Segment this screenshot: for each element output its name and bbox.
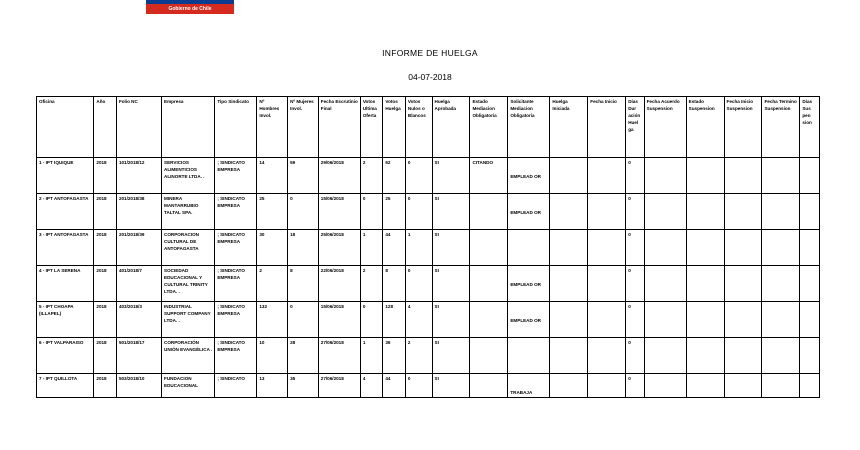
table-cell xyxy=(644,266,686,302)
cell-text: SI xyxy=(434,196,439,201)
table-cell xyxy=(383,158,406,194)
table-cell xyxy=(318,374,360,398)
cell-text: 25/06/2018 xyxy=(320,232,344,237)
table-cell xyxy=(762,302,800,338)
table-cell xyxy=(724,266,762,302)
table-cell xyxy=(257,194,288,230)
cell-text: 1 - IPT IQUIQUE xyxy=(39,160,74,165)
cell-text: 59 xyxy=(290,160,296,165)
cell-text: SI xyxy=(434,232,439,237)
cell-text: 25 xyxy=(385,196,391,201)
table-cell xyxy=(626,158,644,194)
cell-text: SI xyxy=(434,340,439,345)
table-cell xyxy=(686,338,724,374)
table-cell xyxy=(257,266,288,302)
column-header: Oficina xyxy=(37,97,94,158)
table-cell xyxy=(318,266,360,302)
cell-text: 2 xyxy=(362,160,366,165)
cell-text: 14 xyxy=(259,160,265,165)
cell-text: ; SINDICATO EMPRESA xyxy=(217,340,245,352)
table-cell xyxy=(288,194,319,230)
table-cell xyxy=(94,374,117,398)
cell-text: 0 xyxy=(362,304,366,309)
column-header: Días Dur ación Huel ga xyxy=(626,97,644,158)
table-cell xyxy=(644,302,686,338)
strike-report-table xyxy=(36,96,820,398)
table-row xyxy=(37,158,820,194)
table-cell xyxy=(626,302,644,338)
table-cell xyxy=(470,266,508,302)
cell-spacer xyxy=(510,375,547,389)
cell-text: 132 xyxy=(259,304,267,309)
table-cell xyxy=(37,374,94,398)
cell-text: CITANDO xyxy=(472,160,494,165)
cell-text: 5 - IPT CHOAPA (ILLAPEL) xyxy=(39,304,74,316)
cell-text: 101/2018/12 xyxy=(118,160,145,165)
table-cell xyxy=(288,338,319,374)
cell-text: 0 xyxy=(628,376,631,381)
column-header: Empresa xyxy=(162,97,215,158)
table-cell xyxy=(588,302,626,338)
table-cell xyxy=(257,158,288,194)
column-header: Fecha Termino Suspension xyxy=(762,97,800,158)
cell-text: 62 xyxy=(385,160,391,165)
table-cell xyxy=(288,374,319,398)
table-cell xyxy=(588,230,626,266)
cell-text: 2018 xyxy=(96,232,107,237)
cell-text: 1 xyxy=(407,232,411,237)
cell-text: EMPLEAD OR xyxy=(510,318,541,323)
table-cell xyxy=(405,302,432,338)
cell-spacer xyxy=(510,339,547,353)
logo-text: Gobierno de Chile xyxy=(146,4,234,14)
table-cell xyxy=(405,158,432,194)
cell-text: 0 xyxy=(628,196,631,201)
cell-text: 8 xyxy=(385,268,388,273)
cell-text: ; SINDICATO EMPRESA xyxy=(217,196,245,208)
table-cell xyxy=(383,266,406,302)
table-cell xyxy=(432,338,470,374)
cell-spacer xyxy=(510,195,547,209)
table-cell xyxy=(470,302,508,338)
table-cell xyxy=(644,230,686,266)
report-title: INFORME DE HUELGA xyxy=(382,48,478,58)
cell-text: 25 xyxy=(259,196,265,201)
table-cell xyxy=(470,374,508,398)
cell-text: 27/06/2018 xyxy=(320,340,344,345)
table-cell xyxy=(588,338,626,374)
column-header: Fecha Inicio Suspension xyxy=(724,97,762,158)
table-cell xyxy=(432,374,470,398)
cell-spacer xyxy=(510,267,547,281)
table-row xyxy=(37,194,820,230)
cell-text: 2018 xyxy=(96,160,107,165)
table-cell xyxy=(383,302,406,338)
table-cell xyxy=(800,302,820,338)
table-cell xyxy=(94,338,117,374)
column-header: Huelga Iniciada xyxy=(550,97,588,158)
column-header: Estado Suspension xyxy=(686,97,724,158)
column-header: Fecha Escrutinio Final xyxy=(318,97,360,158)
cell-text: 0 xyxy=(628,268,631,273)
cell-text: 201/2018/39 xyxy=(118,232,145,237)
cell-text: EMPLEAD OR xyxy=(510,174,541,179)
table-cell xyxy=(162,158,215,194)
cell-text: 1 xyxy=(362,340,366,345)
cell-text: 2 - IPT ANTOFAGASTA xyxy=(39,196,89,201)
table-cell xyxy=(288,302,319,338)
cell-text: 6 - IPT VALPARAISO xyxy=(39,340,84,345)
cell-text: 0 xyxy=(290,304,293,309)
cell-text: 503/2018/10 xyxy=(118,376,145,381)
table-cell xyxy=(318,302,360,338)
table-cell xyxy=(432,302,470,338)
table-cell xyxy=(626,194,644,230)
table-cell xyxy=(94,158,117,194)
cell-text: 8 xyxy=(290,268,293,273)
cell-spacer xyxy=(510,159,547,173)
table-cell xyxy=(383,374,406,398)
table-cell xyxy=(318,230,360,266)
table-row xyxy=(37,374,820,398)
cell-text: ; SINDICATO EMPRESA xyxy=(217,232,245,244)
table-cell xyxy=(800,266,820,302)
cell-text: CORPORACIÓN UNIÓN EVANGÉLICA . xyxy=(164,340,213,352)
cell-text: SI xyxy=(434,268,439,273)
cell-text: 30 xyxy=(259,232,265,237)
cell-text: 0 xyxy=(628,232,631,237)
table-cell xyxy=(644,374,686,398)
table-cell xyxy=(508,158,550,194)
table-cell xyxy=(257,338,288,374)
header-row xyxy=(37,97,820,158)
table-cell xyxy=(37,230,94,266)
table-cell xyxy=(432,158,470,194)
table-cell xyxy=(94,302,117,338)
table-cell xyxy=(257,302,288,338)
table-cell xyxy=(360,374,383,398)
table-cell xyxy=(508,302,550,338)
table-cell xyxy=(762,230,800,266)
table-cell xyxy=(508,266,550,302)
cell-text: 2018 xyxy=(96,376,107,381)
table-cell xyxy=(686,230,724,266)
table-cell xyxy=(37,302,94,338)
table-cell xyxy=(432,230,470,266)
table-cell xyxy=(508,338,550,374)
table-cell xyxy=(724,230,762,266)
table-cell xyxy=(215,230,257,266)
cell-text: ; SINDICATO EMPRESA xyxy=(217,304,245,316)
cell-text: 44 xyxy=(385,232,391,237)
cell-text: SOCIEDAD EDUCACIONAL Y CULTURAL TRINITY LTDA. . xyxy=(164,268,208,294)
cell-text: 501/2018/17 xyxy=(118,340,145,345)
table-cell xyxy=(550,338,588,374)
cell-text: 2 xyxy=(259,268,262,273)
cell-text: 0 xyxy=(628,304,631,309)
cell-text: 2 xyxy=(407,340,411,345)
table-cell xyxy=(116,230,161,266)
table-cell xyxy=(470,338,508,374)
cell-text: 28 xyxy=(290,340,296,345)
table-cell xyxy=(724,194,762,230)
table-cell xyxy=(215,194,257,230)
cell-text: 0 xyxy=(362,196,366,201)
cell-text: 1 xyxy=(362,232,366,237)
column-header: Fecha Inicio xyxy=(588,97,626,158)
table-cell xyxy=(686,158,724,194)
table-cell xyxy=(94,230,117,266)
table-cell xyxy=(383,194,406,230)
cell-text: MINERA MANTARRUBIO TALTAL SPA. xyxy=(164,196,199,215)
table-cell xyxy=(215,266,257,302)
table-cell xyxy=(405,266,432,302)
table-cell xyxy=(470,194,508,230)
table-cell xyxy=(800,338,820,374)
cell-spacer xyxy=(510,231,547,245)
table-cell xyxy=(162,230,215,266)
cell-text: 15/06/2018 xyxy=(320,196,344,201)
cell-text: 10 xyxy=(259,340,265,345)
cell-text: EMPLEAD OR xyxy=(510,210,541,215)
cell-text: 44 xyxy=(385,376,391,381)
table-cell xyxy=(318,194,360,230)
table-cell xyxy=(37,194,94,230)
table-cell xyxy=(257,230,288,266)
cell-text: 3 - IPT ANTOFAGASTA xyxy=(39,232,89,237)
column-header: Votos Huelga xyxy=(383,97,406,158)
table-cell xyxy=(257,374,288,398)
cell-text: 403/2018/3 xyxy=(118,304,142,309)
table-cell xyxy=(432,266,470,302)
table-cell xyxy=(405,230,432,266)
table-cell xyxy=(383,338,406,374)
table-cell xyxy=(116,158,161,194)
table-cell xyxy=(762,194,800,230)
table-cell xyxy=(644,158,686,194)
table-cell xyxy=(405,374,432,398)
table-row xyxy=(37,230,820,266)
table-cell xyxy=(626,374,644,398)
cell-spacer xyxy=(510,303,547,317)
table-cell xyxy=(550,374,588,398)
table-cell xyxy=(644,194,686,230)
table-cell xyxy=(116,266,161,302)
table-cell xyxy=(405,338,432,374)
table-cell xyxy=(215,158,257,194)
table-cell xyxy=(318,338,360,374)
column-header: Nº Mujeres Invol. xyxy=(288,97,319,158)
table-cell xyxy=(550,194,588,230)
table-cell xyxy=(470,230,508,266)
cell-text: SERVICIOS ALIMENTICIOS ALINORTE LTDA. . xyxy=(164,160,205,179)
cell-text: 35 xyxy=(290,376,296,381)
table-row xyxy=(37,302,820,338)
cell-text: 201/2018/38 xyxy=(118,196,145,201)
table-cell xyxy=(626,266,644,302)
table-cell xyxy=(762,158,800,194)
table-cell xyxy=(37,158,94,194)
cell-text: 2 xyxy=(362,268,366,273)
cell-text: 128 xyxy=(385,304,394,309)
table-cell xyxy=(800,374,820,398)
cell-text: TRABAJA xyxy=(510,390,533,395)
table-cell xyxy=(762,266,800,302)
cell-text: 4 xyxy=(407,304,411,309)
cell-text: INDUSTRIAL SUPPORT COMPANY LTDA. . xyxy=(164,304,211,323)
table-cell xyxy=(405,194,432,230)
cell-text: 0 xyxy=(628,160,631,165)
cell-text: 0 xyxy=(407,160,411,165)
cell-text: SI xyxy=(434,304,439,309)
table-cell xyxy=(215,374,257,398)
table-cell xyxy=(762,338,800,374)
table-cell xyxy=(508,194,550,230)
table-cell xyxy=(288,158,319,194)
government-logo xyxy=(146,0,234,14)
report-date: 04-07-2018 xyxy=(408,72,452,82)
table-cell xyxy=(800,230,820,266)
table-cell xyxy=(724,302,762,338)
table-cell xyxy=(588,266,626,302)
cell-text: 4 - IPT LA SERENA xyxy=(39,268,81,273)
cell-text: SI xyxy=(434,160,439,165)
cell-text: 29/06/2018 xyxy=(320,160,344,165)
cell-text: SI xyxy=(434,376,439,381)
cell-text: 0 xyxy=(628,340,631,345)
table-cell xyxy=(588,194,626,230)
table-cell xyxy=(162,302,215,338)
table-cell xyxy=(215,302,257,338)
table-cell xyxy=(550,266,588,302)
cell-text: ; SINDICATO xyxy=(217,376,245,381)
column-header: Folio NC xyxy=(116,97,161,158)
cell-text: 0 xyxy=(407,268,411,273)
column-header: Votos Ultima Oferta xyxy=(360,97,383,158)
column-header: Huelga Aprobada xyxy=(432,97,470,158)
column-header: Tipo Sindicato xyxy=(215,97,257,158)
table-cell xyxy=(762,374,800,398)
cell-text: 2018 xyxy=(96,340,107,345)
table-cell xyxy=(360,230,383,266)
table-cell xyxy=(215,338,257,374)
table-cell xyxy=(318,158,360,194)
table-cell xyxy=(162,194,215,230)
cell-text: 15/06/2018 xyxy=(320,304,344,309)
table-cell xyxy=(162,338,215,374)
table-cell xyxy=(626,230,644,266)
table-cell xyxy=(94,266,117,302)
cell-text: 401/2018/7 xyxy=(118,268,142,273)
column-header: Fecha Acuerdo Suspension xyxy=(644,97,686,158)
table-cell xyxy=(470,158,508,194)
table-cell xyxy=(508,374,550,398)
cell-text: 2018 xyxy=(96,304,107,309)
table-cell xyxy=(116,302,161,338)
cell-text: 27/06/2018 xyxy=(320,376,344,381)
column-header: Nº Hombres Invol. xyxy=(257,97,288,158)
cell-text: 22/06/2018 xyxy=(320,268,344,273)
cell-text: 13 xyxy=(259,376,265,381)
cell-text: 18 xyxy=(290,232,296,237)
table-cell xyxy=(626,338,644,374)
table-cell xyxy=(360,158,383,194)
cell-text: 0 xyxy=(407,376,411,381)
cell-text: 7 - IPT QUILLOTA xyxy=(39,376,78,381)
cell-text: FUNDACION EDUCACIONAL xyxy=(164,376,198,388)
table-cell xyxy=(550,230,588,266)
cell-text: 0 xyxy=(407,196,411,201)
cell-text: 4 xyxy=(362,376,366,381)
table-cell xyxy=(37,266,94,302)
table-cell xyxy=(724,374,762,398)
table-cell xyxy=(800,158,820,194)
table-cell xyxy=(116,338,161,374)
cell-text: 36 xyxy=(385,340,391,345)
table-cell xyxy=(360,338,383,374)
table-cell xyxy=(360,194,383,230)
column-header: Año xyxy=(94,97,117,158)
table-cell xyxy=(94,194,117,230)
table-cell xyxy=(550,158,588,194)
cell-text: EMPLEAD OR xyxy=(510,282,541,287)
column-header: Días Sus pen sion xyxy=(800,97,820,158)
column-header: Votos Nulos o Blancos xyxy=(405,97,432,158)
cell-text: ; SINDICATO EMPRESA xyxy=(217,160,245,172)
table-cell xyxy=(116,374,161,398)
column-header: Solicitante Mediacion Obligatoria xyxy=(508,97,550,158)
table-cell xyxy=(686,302,724,338)
table-row xyxy=(37,266,820,302)
table-cell xyxy=(588,374,626,398)
column-header: Estado Mediacion Obligatoria xyxy=(470,97,508,158)
cell-text: CORPORACION CULTURAL DE ANTOFAGASTA xyxy=(164,232,199,251)
table-cell xyxy=(686,266,724,302)
cell-text: 2018 xyxy=(96,268,107,273)
table-cell xyxy=(724,158,762,194)
table-cell xyxy=(288,266,319,302)
table-cell xyxy=(800,194,820,230)
cell-text: 2018 xyxy=(96,196,107,201)
table-row xyxy=(37,338,820,374)
table-cell xyxy=(37,338,94,374)
table-cell xyxy=(288,230,319,266)
table-cell xyxy=(116,194,161,230)
table-cell xyxy=(383,230,406,266)
table-cell xyxy=(644,338,686,374)
cell-text: ; SINDICATO EMPRESA xyxy=(217,268,245,280)
table-cell xyxy=(588,158,626,194)
table-cell xyxy=(432,194,470,230)
table-cell xyxy=(686,374,724,398)
table-cell xyxy=(508,230,550,266)
table-cell xyxy=(724,338,762,374)
table-cell xyxy=(162,266,215,302)
table-cell xyxy=(686,194,724,230)
table-cell xyxy=(360,302,383,338)
cell-text: 0 xyxy=(290,196,293,201)
table-cell xyxy=(162,374,215,398)
table-cell xyxy=(550,302,588,338)
table-cell xyxy=(360,266,383,302)
